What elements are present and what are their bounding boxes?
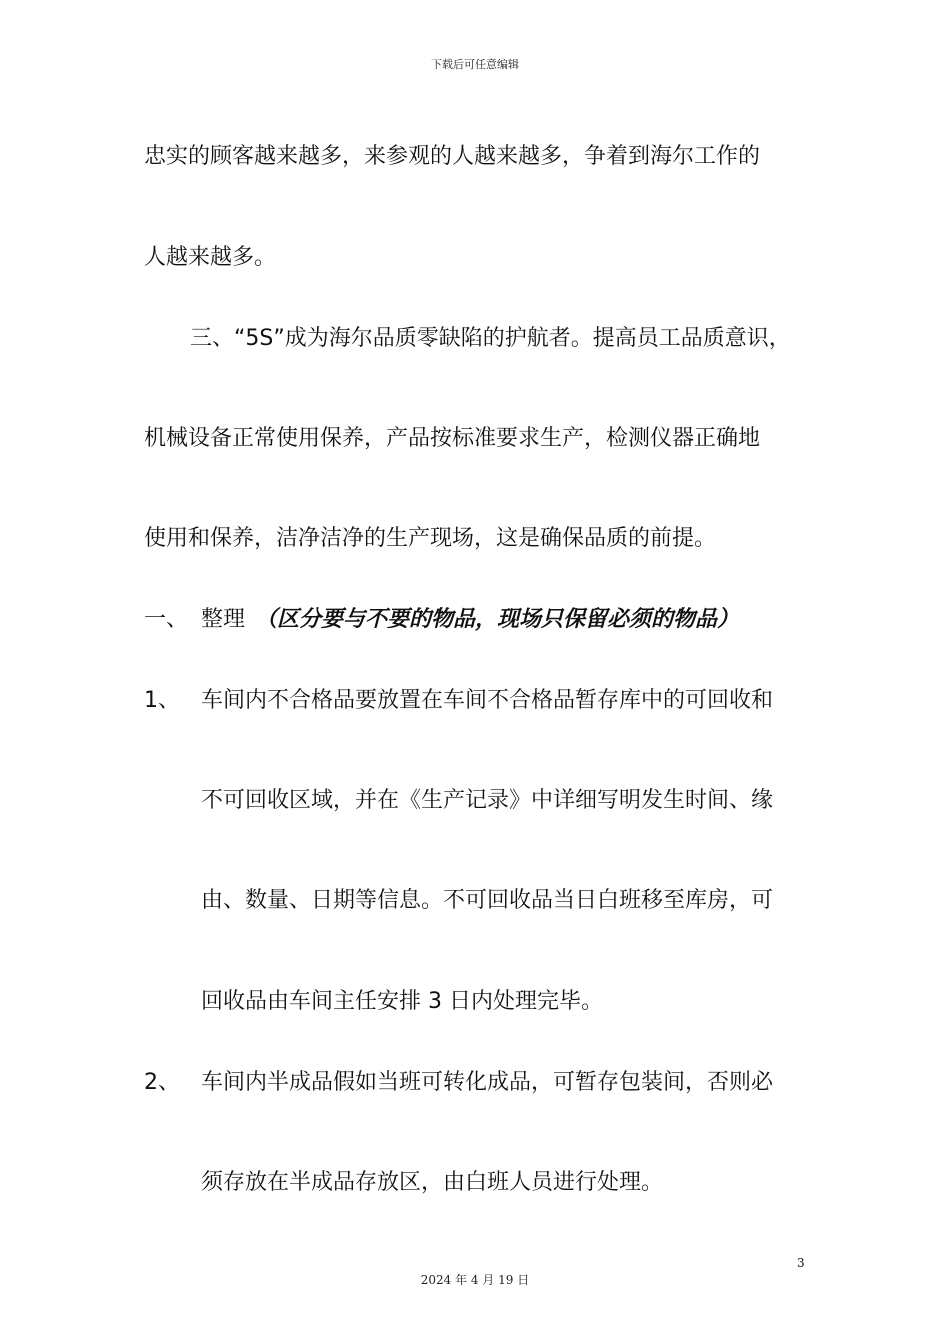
list-item-line: 回收品由车间主任安排 3 日内处理完毕。 bbox=[201, 989, 603, 1014]
page-number: 3 bbox=[797, 1256, 805, 1270]
paragraph-line: 忠实的顾客越来越多，来参观的人越来越多，争着到海尔工作的 bbox=[144, 144, 761, 169]
section-title: 整理 bbox=[201, 607, 246, 632]
list-item-line: 车间内不合格品要放置在车间不合格品暂存库中的可回收和 bbox=[201, 688, 774, 713]
list-item-line: 车间内半成品假如当班可转化成品，可暂存包装间，否则必 bbox=[201, 1070, 774, 1095]
list-item-line: 须存放在半成品存放区，由白班人员进行处理。 bbox=[201, 1170, 664, 1195]
section-marker: 一、 bbox=[144, 607, 189, 632]
list-item-line: 不可回收区域，并在《生产记录》中详细写明发生时间、缘 bbox=[201, 788, 774, 813]
section-note: （区分要与不要的物品，现场只保留必须的物品） bbox=[255, 607, 740, 632]
list-item-marker: 1、 bbox=[144, 688, 180, 713]
paragraph-line: 人越来越多。 bbox=[144, 245, 277, 270]
paragraph-line: 三、“5S”成为海尔品质零缺陷的护航者。提高员工品质意识， bbox=[190, 326, 791, 351]
list-item-marker: 2、 bbox=[144, 1070, 180, 1095]
paragraph-line: 机械设备正常使用保养，产品按标准要求生产，检测仪器正确地 bbox=[144, 426, 761, 451]
page-header: 下载后可任意编辑 bbox=[431, 58, 519, 71]
list-item-line: 由、数量、日期等信息。不可回收品当日白班移至库房，可 bbox=[201, 888, 774, 913]
paragraph-line: 使用和保养，洁净洁净的生产现场，这是确保品质的前提。 bbox=[144, 526, 717, 551]
page-footer-date: 2024 年 4 月 19 日 bbox=[420, 1273, 530, 1287]
